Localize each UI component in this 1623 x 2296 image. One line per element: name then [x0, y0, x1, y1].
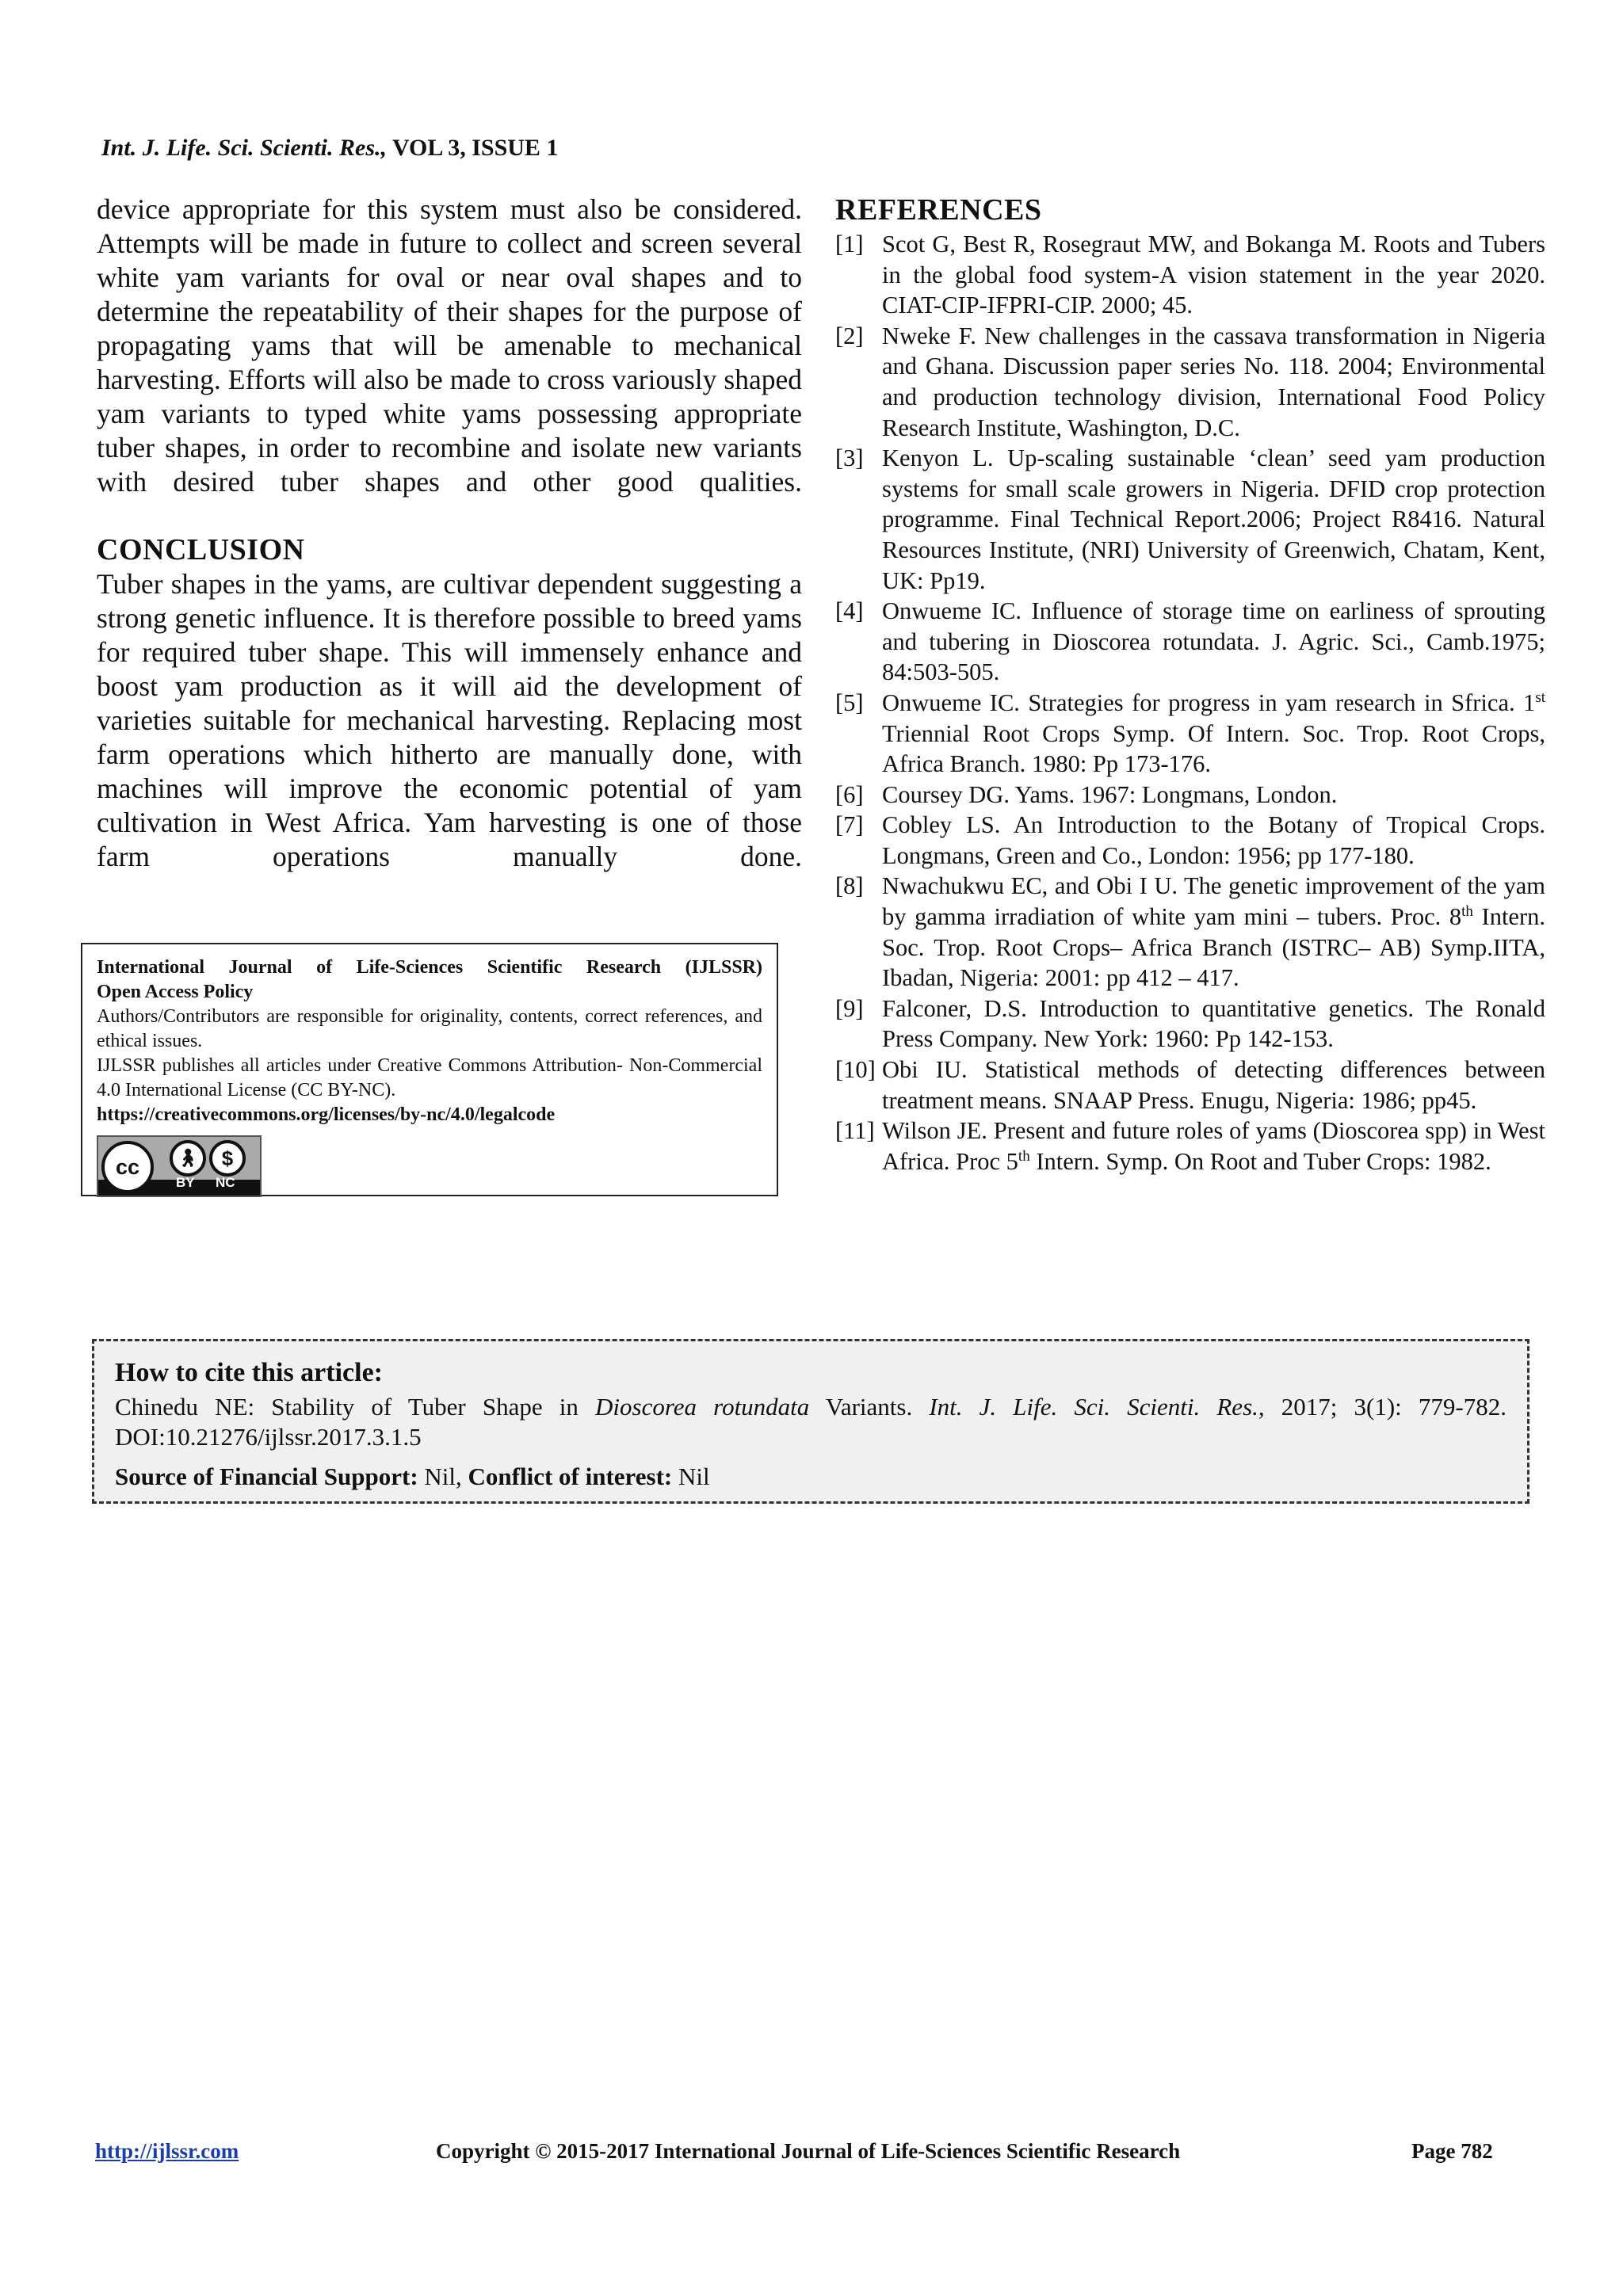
reference-text: Cobley LS. An Introduction to the Botany of Tropical Crops. Longmans, Green and Co., London: 1956; pp 177-180.	[882, 811, 1545, 869]
reference-superscript: st	[1535, 688, 1545, 706]
conclusion-paragraph: Tuber shapes in the yams, are cultivar dependent suggesting a strong genetic influence. It is therefore possible to breed yams for required tuber shape. This will immensely enhance and boost yam production as it will aid the development of varieties suitable for mechanical harvesting. Replacing most farm operations which hitherto are manually done, with machines will improve the economic potential of yam cultivation in West Africa. Yam harvesting is one of those farm operations manually done.	[97, 568, 802, 872]
reference-number: [3]	[835, 444, 864, 472]
reference-number: [6]	[835, 780, 864, 808]
reference-item	[835, 596, 1545, 688]
footer-copyright: Copyright © 2015-2017 International Journal of Life-Sciences Scientific Research	[436, 2139, 1181, 2163]
references-list	[835, 229, 1545, 1177]
conclusion-heading: CONCLUSION	[97, 533, 305, 566]
reference-number: [10]	[835, 1056, 876, 1084]
badge-by-label: BY	[176, 1175, 195, 1190]
reference-text: Scot G, Best R, Rosegraut MW, and Bokanga M. Roots and Tubers in the global food system-A vision statement in the year 2020. CIAT-CIP-IFPRI-CIP. 2000; 45.	[882, 231, 1545, 319]
citation-title: How to cite this article:	[115, 1358, 383, 1387]
reference-item	[835, 780, 1545, 810]
reference-text	[882, 1116, 1545, 1177]
reference-text-part: Nwachukwu EC, and Obi I U. The genetic improvement of the yam by gamma irradiation of white yam mini – tubers. Proc. 8	[882, 872, 1545, 931]
footer-page-number: Page 782	[1411, 2139, 1493, 2163]
reference-superscript: th	[1461, 902, 1473, 920]
reference-item	[835, 994, 1545, 1055]
reference-item	[835, 1055, 1545, 1116]
reference-text-part: Onwueme IC. Strategies for progress in yam research in Sfrica. 1	[882, 688, 1536, 716]
citation-box	[92, 1339, 1529, 1504]
conflict-value: Nil	[672, 1463, 710, 1490]
reference-text: Falconer, D.S. Introduction to quantitative genetics. The Ronald Press Company. New York: 1960: Pp 142-153.	[882, 994, 1545, 1053]
reference-text-part: Triennial Root Crops Symp. Of Intern. Soc. Trop. Root Crops, Africa Branch. 1980: Pp 173-176.	[882, 719, 1545, 778]
header-volume-issue: VOL 3, ISSUE 1	[387, 135, 559, 161]
reference-text-part: Intern. Symp. On Root and Tuber Crops: 1982.	[1029, 1147, 1491, 1175]
creative-commons-icon: cc	[101, 1141, 154, 1193]
reference-number: [11]	[835, 1117, 875, 1145]
citation-support	[115, 1462, 1507, 1492]
policy-license-link[interactable]: https://creativecommons.org/licenses/by-nc/4.0/legalcode	[97, 1104, 556, 1125]
citation-text	[115, 1392, 1507, 1452]
citation-author: Chinedu NE: Stability of Tuber Shape in	[115, 1393, 596, 1421]
reference-number: [5]	[835, 688, 864, 716]
citation-after-species: Variants.	[809, 1393, 930, 1421]
right-column	[835, 193, 1545, 1177]
open-access-policy-box	[81, 943, 778, 1196]
reference-item	[835, 443, 1545, 596]
reference-number: [8]	[835, 872, 864, 900]
conflict-label: Conflict of interest:	[468, 1463, 673, 1490]
policy-subtitle: Open Access Policy	[97, 982, 254, 1002]
reference-text: Nweke F. New challenges in the cassava transformation in Nigeria and Ghana. Discussion paper series No. 118. 2004; Environmental and production technology division, International Food Policy Research Institute, Washington, D.C.	[882, 322, 1545, 441]
citation-details: 2017; 3(1): 779-782. DOI:10.21276/ijlssr.2017.3.1.5	[115, 1393, 1507, 1451]
footer-website-link[interactable]: http://ijlssr.com	[95, 2139, 239, 2163]
reference-number: [7]	[835, 811, 864, 839]
policy-license-text: IJLSSR publishes all articles under Creative Commons Attribution- Non-Commercial 4.0 International License (CC BY-NC).	[97, 1055, 762, 1100]
citation-species: Dioscorea rotundata	[595, 1393, 810, 1421]
header-journal-abbrev: Int. J. Life. Sci. Scienti. Res.,	[101, 135, 387, 161]
reference-number: [9]	[835, 994, 864, 1022]
left-column	[97, 193, 802, 874]
reference-text-part: Wilson JE. Present and future roles of yams (Dioscorea spp) in West Africa. Proc 5	[882, 1117, 1545, 1175]
non-commercial-dollar-icon: $	[209, 1140, 246, 1177]
reference-item	[835, 321, 1545, 443]
badge-nc-label: NC	[216, 1175, 235, 1190]
reference-number: [4]	[835, 597, 864, 625]
reference-text	[882, 688, 1545, 780]
support-value: Nil,	[418, 1463, 468, 1490]
attribution-person-icon: 🚶︎	[170, 1140, 206, 1177]
reference-item	[835, 871, 1545, 993]
reference-text-part: Intern. Soc. Trop. Root Crops– Africa Branch (ISTRC– AB) Symp.IITA, Ibadan, Nigeria: 2001: pp 412 – 417.	[882, 903, 1545, 992]
reference-text: Coursey DG. Yams. 1967: Longmans, London.	[882, 780, 1338, 808]
reference-text: Obi IU. Statistical methods of detecting differences between treatment means. SNAAP Press. Enugu, Nigeria: 1986; pp45.	[882, 1056, 1545, 1114]
reference-item	[835, 810, 1545, 871]
reference-number: [2]	[835, 322, 864, 349]
reference-text: Kenyon L. Up-scaling sustainable ‘clean’ seed yam production systems for small scale growers in Nigeria. DFID crop protection programme. Final Technical Report.2006; Project R8416. Natural Resources Institute, (NRI) University of Greenwich, Chatam, Kent, UK: Pp19.	[882, 444, 1545, 594]
reference-item	[835, 229, 1545, 321]
reference-number: [1]	[835, 231, 864, 257]
reference-text: Onwueme IC. Influence of storage time on earliness of sprouting and tubering in Dioscorea rotundata. J. Agric. Sci., Camb.1975; 84:503-505.	[882, 597, 1545, 686]
reference-item	[835, 1116, 1545, 1177]
policy-responsibility-text: Authors/Contributors are responsible for originality, contents, correct references, and ethical issues.	[97, 1006, 762, 1051]
running-header	[101, 135, 558, 162]
cc-by-nc-badge	[97, 1135, 262, 1197]
policy-title: International Journal of Life-Sciences Scientific Research (IJLSSR)	[97, 957, 762, 978]
reference-superscript: th	[1018, 1147, 1030, 1165]
support-label: Source of Financial Support:	[115, 1463, 418, 1490]
references-heading: REFERENCES	[835, 193, 1042, 227]
body-paragraph-continued: device appropriate for this system must also be considered. Attempts will be made in future to collect and screen several white yam variants for oval or near oval shapes and to determine the repeatability of their shapes for the purpose of propagating yams that will be amenable to mechanical harvesting. Efforts will also be made to cross variously shaped yam variants to typed white yams possessing appropriate tuber shapes, in order to recombine and isolate new variants with desired tuber shapes and other good qualities.	[97, 193, 802, 498]
reference-item	[835, 688, 1545, 780]
citation-journal: Int. J. Life. Sci. Scienti. Res.,	[929, 1393, 1265, 1421]
reference-text	[882, 871, 1545, 993]
